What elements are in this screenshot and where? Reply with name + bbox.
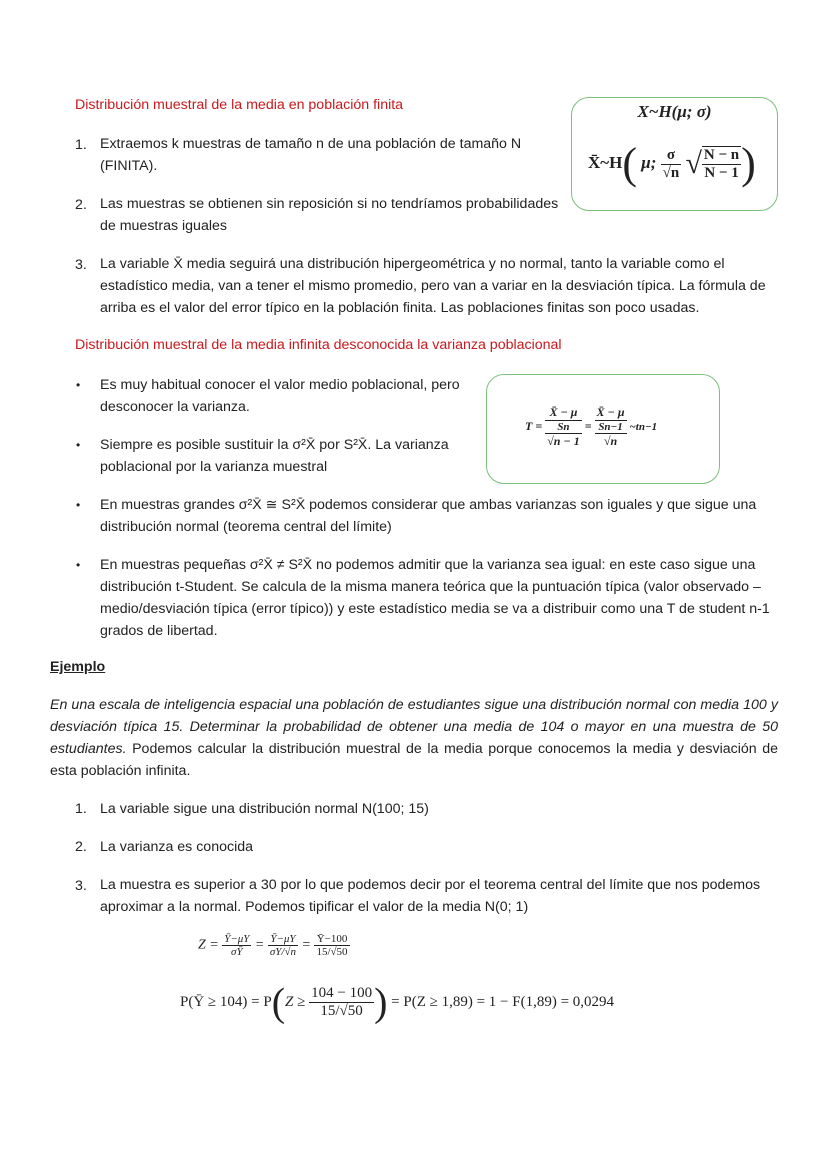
section1-heading: Distribución muestral de la media en población finita [75, 97, 404, 113]
item-line: aproximar a la normal. Podemos tipificar el valor de la media N(0; 1) [100, 899, 529, 915]
item-line: Extraemos k muestras de tamaño n de una población de tamaño N [100, 136, 522, 152]
formula-t: T = [525, 418, 543, 433]
item-line: medio/desviación típica (error típico)) y este estadístico media se va a distribuir como una T de student n-1 [100, 601, 770, 617]
finite-population-formula-box [571, 97, 778, 211]
bullet: • [76, 378, 81, 392]
formula-equals: = [584, 418, 592, 433]
item-line: La variable X̄ media seguirá una distribución hipergeométrica y no normal, tanto la variable como el [100, 256, 725, 272]
formula-z: Z = [198, 937, 219, 953]
item-number: 2. [75, 197, 87, 213]
list-item [100, 253, 778, 319]
formula-mu: μ; [641, 152, 657, 172]
list-item [100, 434, 478, 478]
t-fraction-1: X̄ − μ Sn √n − 1 [547, 405, 580, 448]
item-line: grados de libertad. [100, 623, 218, 639]
list-item: La varianza es conocida [100, 839, 254, 855]
example-statement: En una escala de inteligencia espacial una población de estudiantes sigue una distribución normal con media 100 y desviación típica 15. Determinar la probabilidad de obtener una media de 104 o mayor en una muestra de 50 estudiantes. [50, 697, 778, 757]
formula-lhs: P(Ȳ ≥ 104) = P [180, 993, 272, 1010]
z-fraction-3: $\frac{Ȳ-100}{15/√50}$ [316, 933, 348, 958]
item-number: 3. [75, 878, 87, 894]
list-item: La variable sigue una distribución normal N(100; 15) [100, 801, 429, 817]
list-item [100, 874, 778, 918]
bullet: • [76, 498, 81, 512]
section2-heading: Distribución muestral de la media infinita desconocida la varianza poblacional [75, 337, 562, 353]
item-number: 1. [75, 137, 87, 153]
t-fraction-2: X̄ − μ Sn−1 √n [596, 405, 625, 448]
standard-error-formula: X̄~H( μ; $\frac{\sigma}{√n}$ √ $\frac{N - n}{N - 1}$ ) [588, 139, 756, 188]
sigma-over-sqrt-n: $\frac{\sigma}{√n}$ [662, 146, 680, 181]
probability-formula: P(Ȳ ≥ 104) = P(Z ≥ $\frac{104 - 100}{15/√50}$ ) = P(Z ≥ 1,89) = 1 − F(1,89) = 0,0294 [180, 979, 615, 1025]
item-line: (FINITA). [100, 158, 158, 174]
z-score-formula: Z = $\frac{Ȳ-\mu Y}{\sigma Ȳ}$ = $\frac{Ȳ-\mu Y}{\sigma Y/√n}$ = $\frac{Ȳ-100}{15/√50}$ [198, 933, 348, 958]
item-line: de muestras iguales [100, 218, 227, 234]
item-line: Siempre es posible sustituir la σ²X̄ por S²X̄. La varianza [100, 437, 449, 453]
item-number: 2. [75, 839, 87, 855]
list-item [100, 554, 778, 642]
item-line: estadístico media, van a tener el mismo promedio, pero van a variar en la desviación típica. La fórmula de [100, 278, 766, 294]
formula-distribution: ~tn−1 [629, 420, 658, 433]
list-item [100, 193, 560, 237]
t-student-formula-box [486, 374, 720, 484]
item-line: desconocer la varianza. [100, 399, 250, 415]
item-line: En muestras pequeñas σ²X̄ ≠ S²X̄ no podemos admitir que la varianza sea igual: en este caso sigue una [100, 557, 756, 573]
finite-correction-factor: $\frac{N - n}{N - 1}$ [703, 147, 740, 181]
list-item [100, 374, 476, 418]
item-number: 3. [75, 257, 87, 273]
example-heading: Ejemplo [50, 659, 106, 675]
z-fraction-2: $\frac{Ȳ-\mu Y}{\sigma Y/√n}$ [269, 933, 297, 958]
formula-result: = P(Z ≥ 1,89) = 1 − F(1,89) = 0,0294 [391, 993, 615, 1010]
item-line: La muestra es superior a 30 por lo que podemos decir por el teorema central del límite que nos podemos [100, 877, 761, 893]
formula-lhs: X̄~H [588, 152, 623, 172]
item-line: En muestras grandes σ²X̄ ≅ S²X̄ podemos considerar que ambas varianzas son iguales y que sigue una [100, 497, 757, 513]
formula-z-condition: Z ≥ [285, 993, 306, 1010]
item-line: distribución t-Student. Se calcula de la misma manera teórica que la puntuación típica (valor observado – [100, 579, 761, 595]
bullet: • [76, 438, 81, 452]
list-item [100, 494, 778, 538]
example-explanation: Podemos calcular la distribución muestral de la media porque conocemos la media y desviación de esta población infinita. [50, 741, 778, 779]
item-number: 1. [75, 801, 87, 817]
t-statistic-formula [525, 405, 657, 449]
z-fraction-1: $\frac{Ȳ-\mu Y}{\sigma Ȳ}$ [224, 933, 250, 958]
list-item [100, 133, 558, 177]
item-line: poblacional por la varianza muestral [100, 459, 328, 475]
bullet: • [76, 558, 81, 572]
item-line: Las muestras se obtienen sin reposición si no tendríamos probabilidades [100, 196, 559, 212]
formula-line: X~H(μ; σ) [637, 102, 712, 121]
item-line: distribución normal (teorema central del límite) [100, 519, 392, 535]
item-line: Es muy habitual conocer el valor medio poblacional, pero [100, 377, 460, 393]
item-line: arriba es el valor del error típico en la población finita. Las poblaciones finitas son poco usadas. [100, 300, 700, 316]
probability-fraction: $\frac{104 - 100}{15/√50}$ [311, 985, 373, 1019]
example-paragraph [50, 694, 778, 782]
